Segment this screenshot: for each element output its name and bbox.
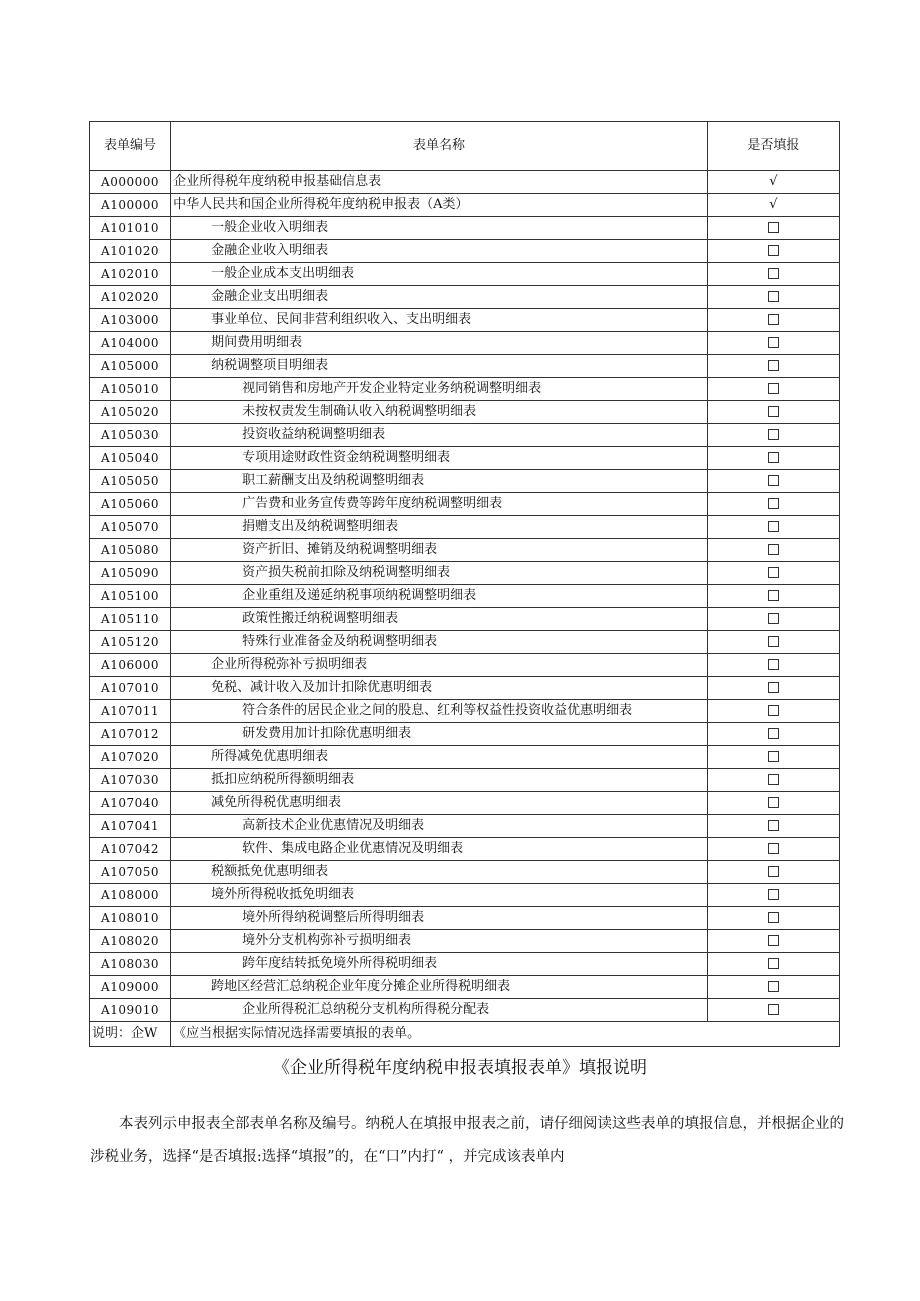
form-name: 境外所得纳税调整后所得明细表: [171, 907, 708, 930]
form-code: A108010: [90, 907, 171, 930]
form-code: A109010: [90, 999, 171, 1022]
form-code: A107030: [90, 769, 171, 792]
form-name: 免税、减计收入及加计扣除优惠明细表: [171, 677, 708, 700]
fill-checkbox[interactable]: [768, 1004, 779, 1015]
form-code: A107050: [90, 861, 171, 884]
check-mark-icon: √: [769, 174, 778, 189]
fill-checkbox[interactable]: [768, 682, 779, 693]
fill-checkbox[interactable]: [768, 774, 779, 785]
form-name: 政策性搬迁纳税调整明细表: [171, 608, 708, 631]
form-code: A105000: [90, 355, 171, 378]
form-code: A107042: [90, 838, 171, 861]
fill-flag-cell: [707, 263, 839, 286]
fill-checkbox[interactable]: [768, 337, 779, 348]
fill-checkbox[interactable]: [768, 935, 779, 946]
form-code: A107020: [90, 746, 171, 769]
form-name: 税额抵免优惠明细表: [171, 861, 708, 884]
fill-checkbox[interactable]: [768, 659, 779, 670]
fill-checkbox[interactable]: [768, 383, 779, 394]
form-name: 企业所得税年度纳税申报基础信息表: [171, 171, 708, 194]
fill-flag-cell: [707, 838, 839, 861]
fill-checkbox[interactable]: [768, 567, 779, 578]
fill-checkbox[interactable]: [768, 820, 779, 831]
note-label: 说明：企W: [90, 1022, 171, 1047]
form-code: A105010: [90, 378, 171, 401]
table-row: [90, 424, 840, 447]
note-text: 《应当根据实际情况选择需要填报的表单。: [171, 1022, 840, 1047]
table-row: [90, 608, 840, 631]
form-code: A103000: [90, 309, 171, 332]
header-form-code: 表单编号: [90, 122, 171, 171]
form-code: A107010: [90, 677, 171, 700]
form-code: A105110: [90, 608, 171, 631]
fill-checkbox[interactable]: [768, 843, 779, 854]
form-code: A109000: [90, 976, 171, 999]
fill-flag-cell: [707, 723, 839, 746]
table-row: [90, 884, 840, 907]
fill-flag-cell: [707, 884, 839, 907]
form-code: A105040: [90, 447, 171, 470]
fill-flag-cell: [707, 194, 839, 217]
table-row: [90, 171, 840, 194]
fill-checkbox[interactable]: [768, 728, 779, 739]
header-fill-flag: 是否填报: [707, 122, 839, 171]
form-code: A108030: [90, 953, 171, 976]
fill-flag-cell: [707, 953, 839, 976]
form-code: A100000: [90, 194, 171, 217]
form-name: 企业所得税弥补亏损明细表: [171, 654, 708, 677]
fill-flag-cell: [707, 447, 839, 470]
form-name: 资产损失税前扣除及纳税调整明细表: [171, 562, 708, 585]
form-name: 境外所得税收抵免明细表: [171, 884, 708, 907]
fill-flag-cell: [707, 769, 839, 792]
table-row: [90, 240, 840, 263]
form-code: A105050: [90, 470, 171, 493]
fill-flag-cell: [707, 631, 839, 654]
fill-checkbox[interactable]: [768, 429, 779, 440]
fill-checkbox[interactable]: [768, 314, 779, 325]
fill-checkbox[interactable]: [768, 544, 779, 555]
fill-checkbox[interactable]: [768, 268, 779, 279]
form-code: A105020: [90, 401, 171, 424]
fill-checkbox[interactable]: [768, 498, 779, 509]
fill-checkbox[interactable]: [768, 889, 779, 900]
fill-checkbox[interactable]: [768, 452, 779, 463]
table-row: [90, 332, 840, 355]
fill-checkbox[interactable]: [768, 912, 779, 923]
form-name: 符合条件的居民企业之间的股息、红利等权益性投资收益优惠明细表: [171, 700, 708, 723]
fill-flag-cell: [707, 171, 839, 194]
table-row: [90, 838, 840, 861]
form-code: A102010: [90, 263, 171, 286]
form-code: A105070: [90, 516, 171, 539]
table-row: [90, 585, 840, 608]
table-row: [90, 194, 840, 217]
form-name: 中华人民共和国企业所得税年度纳税申报表（A类）: [171, 194, 708, 217]
table-row: [90, 654, 840, 677]
fill-flag-cell: [707, 861, 839, 884]
table-row: [90, 378, 840, 401]
fill-checkbox[interactable]: [768, 406, 779, 417]
form-name: 捐赠支出及纳税调整明细表: [171, 516, 708, 539]
fill-flag-cell: [707, 493, 839, 516]
fill-flag-cell: [707, 608, 839, 631]
fill-flag-cell: [707, 286, 839, 309]
form-name: 专项用途财政性资金纳税调整明细表: [171, 447, 708, 470]
table-row: [90, 447, 840, 470]
fill-checkbox[interactable]: [768, 222, 779, 233]
form-list-table: [89, 121, 840, 1047]
form-code: A105090: [90, 562, 171, 585]
instructions-paragraph: 本表列示申报表全部表单名称及编号。纳税人在填报申报表之前，请仔细阅读这些表单的填报信息，并根据企业的涉税业务，选择“是否填报:选择“填报”的，在“口”内打“ ，并完成该表单内: [90, 1116, 844, 1165]
form-name: 金融企业收入明细表: [171, 240, 708, 263]
form-code: A105080: [90, 539, 171, 562]
fill-checkbox[interactable]: [768, 705, 779, 716]
form-code: A105030: [90, 424, 171, 447]
form-code: A107041: [90, 815, 171, 838]
form-name: 事业单位、民间非营利组织收入、支出明细表: [171, 309, 708, 332]
form-name: 跨地区经营汇总纳税企业年度分摊企业所得税明细表: [171, 976, 708, 999]
form-code: A108020: [90, 930, 171, 953]
form-name: 职工薪酬支出及纳税调整明细表: [171, 470, 708, 493]
table-row: [90, 953, 840, 976]
fill-flag-cell: [707, 309, 839, 332]
fill-checkbox[interactable]: [768, 613, 779, 624]
fill-flag-cell: [707, 700, 839, 723]
table-row: [90, 723, 840, 746]
form-code: A102020: [90, 286, 171, 309]
fill-flag-cell: [707, 746, 839, 769]
fill-checkbox[interactable]: [768, 475, 779, 486]
fill-checkbox[interactable]: [768, 521, 779, 532]
fill-checkbox[interactable]: [768, 590, 779, 601]
form-name: 跨年度结转抵免境外所得税明细表: [171, 953, 708, 976]
instructions-title: 《企业所得税年度纳税申报表填报表单》填报说明: [273, 1058, 647, 1078]
form-name: 软件、集成电路企业优惠情况及明细表: [171, 838, 708, 861]
table-note-row: [90, 1022, 840, 1047]
form-name: 特殊行业准备金及纳税调整明细表: [171, 631, 708, 654]
table-row: [90, 746, 840, 769]
fill-flag-cell: [707, 539, 839, 562]
table-row: [90, 999, 840, 1022]
table-row: [90, 815, 840, 838]
header-form-name: 表单名称: [171, 122, 708, 171]
fill-flag-cell: [707, 907, 839, 930]
table-body: [90, 171, 840, 1022]
fill-flag-cell: [707, 217, 839, 240]
table-row: [90, 493, 840, 516]
table-row: [90, 401, 840, 424]
fill-flag-cell: [707, 677, 839, 700]
fill-flag-cell: [707, 401, 839, 424]
table-row: [90, 516, 840, 539]
form-name: 境外分支机构弥补亏损明细表: [171, 930, 708, 953]
form-code: A000000: [90, 171, 171, 194]
fill-checkbox[interactable]: [768, 866, 779, 877]
table-row: [90, 677, 840, 700]
fill-flag-cell: [707, 470, 839, 493]
fill-flag-cell: [707, 654, 839, 677]
fill-flag-cell: [707, 562, 839, 585]
form-code: A107040: [90, 792, 171, 815]
form-code: A106000: [90, 654, 171, 677]
table-row: [90, 562, 840, 585]
table-row: [90, 700, 840, 723]
table-row: [90, 217, 840, 240]
form-name: 抵扣应纳税所得额明细表: [171, 769, 708, 792]
table-row: [90, 355, 840, 378]
fill-checkbox[interactable]: [768, 636, 779, 647]
form-name: 纳税调整项目明细表: [171, 355, 708, 378]
form-code: A107012: [90, 723, 171, 746]
fill-flag-cell: [707, 355, 839, 378]
form-code: A107011: [90, 700, 171, 723]
fill-checkbox[interactable]: [768, 245, 779, 256]
form-name: 所得减免优惠明细表: [171, 746, 708, 769]
form-name: 视同销售和房地产开发企业特定业务纳税调整明细表: [171, 378, 708, 401]
table-row: [90, 539, 840, 562]
form-code: A104000: [90, 332, 171, 355]
fill-flag-cell: [707, 792, 839, 815]
form-name: 未按权责发生制确认收入纳税调整明细表: [171, 401, 708, 424]
table-header-row: [90, 122, 840, 171]
table-row: [90, 286, 840, 309]
fill-checkbox[interactable]: [768, 291, 779, 302]
check-mark-icon: √: [769, 197, 778, 212]
fill-checkbox[interactable]: [768, 360, 779, 371]
form-name: 高新技术企业优惠情况及明细表: [171, 815, 708, 838]
table-row: [90, 309, 840, 332]
form-name: 资产折旧、摊销及纳税调整明细表: [171, 539, 708, 562]
fill-checkbox[interactable]: [768, 958, 779, 969]
form-name: 期间费用明细表: [171, 332, 708, 355]
fill-flag-cell: [707, 815, 839, 838]
fill-checkbox[interactable]: [768, 981, 779, 992]
form-code: A105120: [90, 631, 171, 654]
form-name: 企业所得税汇总纳税分支机构所得税分配表: [171, 999, 708, 1022]
fill-flag-cell: [707, 585, 839, 608]
form-name: 金融企业支出明细表: [171, 286, 708, 309]
table-row: [90, 470, 840, 493]
fill-flag-cell: [707, 976, 839, 999]
table-row: [90, 263, 840, 286]
form-code: A101010: [90, 217, 171, 240]
table-row: [90, 769, 840, 792]
fill-flag-cell: [707, 930, 839, 953]
form-name: 研发费用加计扣除优惠明细表: [171, 723, 708, 746]
fill-checkbox[interactable]: [768, 751, 779, 762]
table-row: [90, 930, 840, 953]
form-name: 一般企业成本支出明细表: [171, 263, 708, 286]
fill-flag-cell: [707, 999, 839, 1022]
table-row: [90, 976, 840, 999]
table-row: [90, 907, 840, 930]
form-code: A108000: [90, 884, 171, 907]
form-name: 一般企业收入明细表: [171, 217, 708, 240]
form-code: A105100: [90, 585, 171, 608]
fill-flag-cell: [707, 240, 839, 263]
form-code: A101020: [90, 240, 171, 263]
fill-flag-cell: [707, 516, 839, 539]
fill-checkbox[interactable]: [768, 797, 779, 808]
form-name: 企业重组及递延纳税事项纳税调整明细表: [171, 585, 708, 608]
form-name: 减免所得税优惠明细表: [171, 792, 708, 815]
fill-flag-cell: [707, 424, 839, 447]
form-name: 投资收益纳税调整明细表: [171, 424, 708, 447]
table-row: [90, 792, 840, 815]
form-code: A105060: [90, 493, 171, 516]
form-name: 广告费和业务宣传费等跨年度纳税调整明细表: [171, 493, 708, 516]
table-row: [90, 861, 840, 884]
table-row: [90, 631, 840, 654]
fill-flag-cell: [707, 378, 839, 401]
fill-flag-cell: [707, 332, 839, 355]
